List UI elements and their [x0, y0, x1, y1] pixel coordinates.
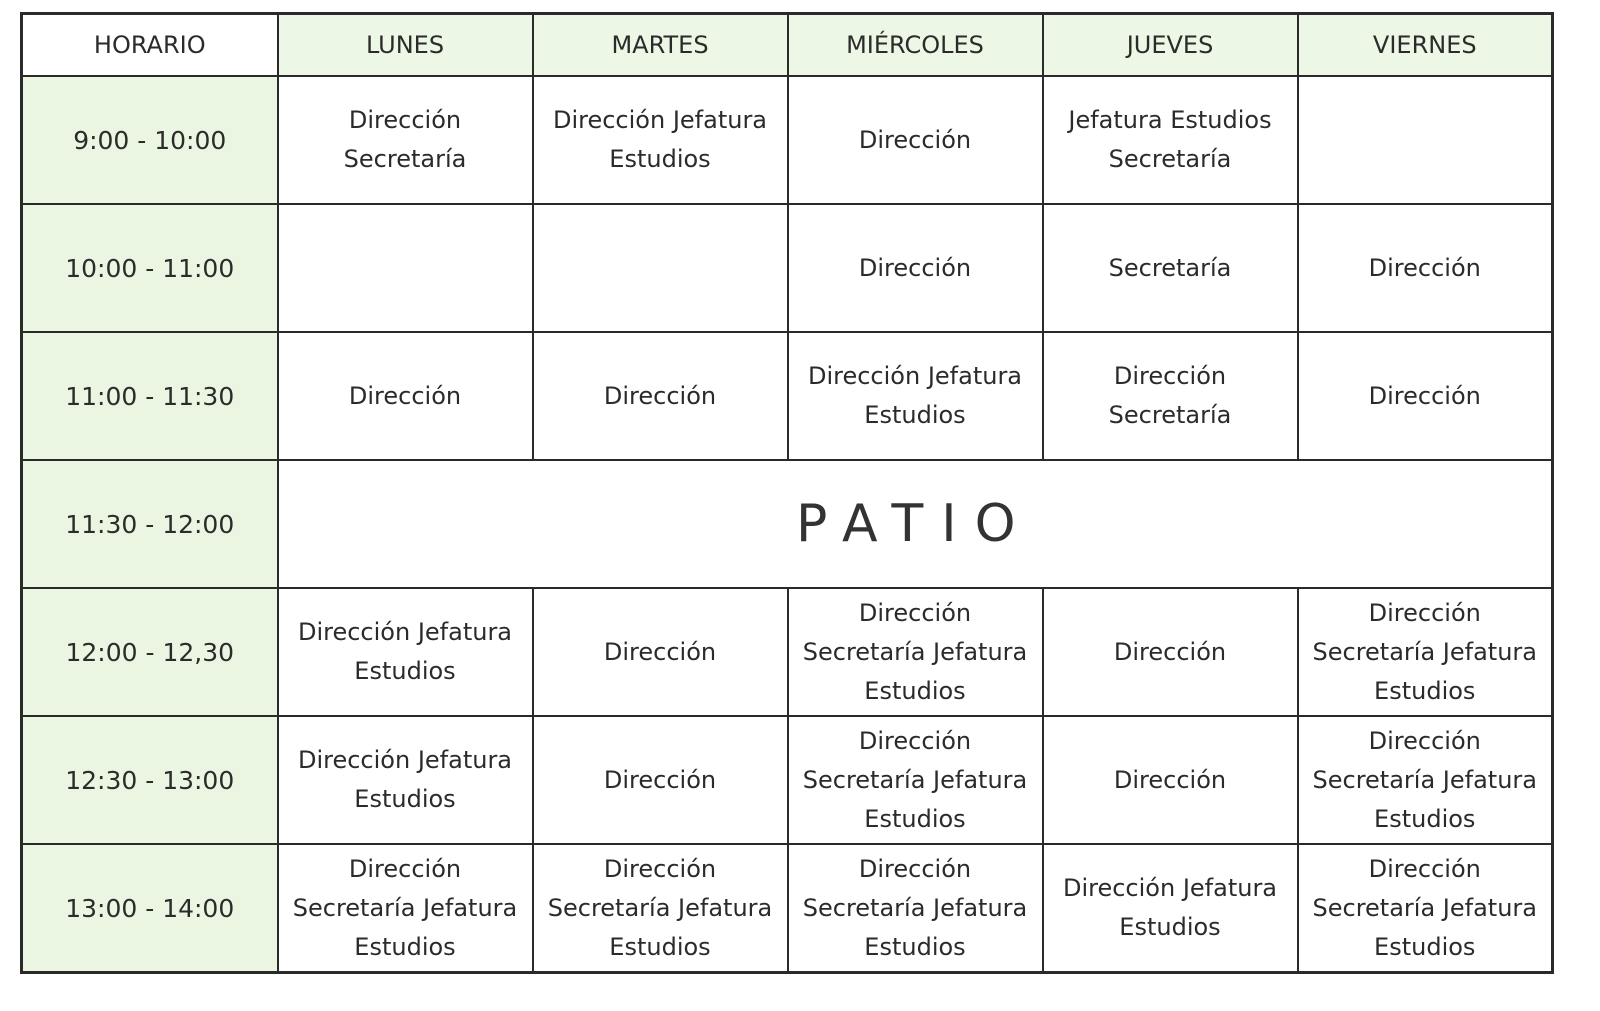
table-row — [22, 332, 1553, 460]
schedule-cell — [533, 204, 788, 332]
schedule-cell: Dirección Secretaría Jefatura Estudios — [788, 844, 1043, 972]
table-row — [22, 204, 1553, 332]
schedule-cell: Dirección Secretaría Jefatura Estudios — [788, 588, 1043, 716]
table-row-patio — [22, 460, 1553, 588]
schedule-cell: Dirección Jefatura Estudios — [533, 76, 788, 204]
patio-break-cell: PATIO — [278, 460, 1553, 588]
table-row — [22, 588, 1553, 716]
time-slot: 11:00 - 11:30 — [22, 332, 278, 460]
schedule-cell: Dirección — [533, 716, 788, 844]
table-row — [22, 716, 1553, 844]
schedule-cell: Dirección — [1298, 332, 1553, 460]
schedule-cell: Dirección Secretaría — [278, 76, 533, 204]
schedule-cell: Dirección — [788, 204, 1043, 332]
schedule-cell: Dirección Secretaría — [1043, 332, 1298, 460]
schedule-cell: Dirección — [1298, 204, 1553, 332]
schedule-cell: Dirección — [1043, 588, 1298, 716]
schedule-cell — [278, 204, 533, 332]
schedule-cell: Dirección Secretaría Jefatura Estudios — [1298, 716, 1553, 844]
time-slot: 12:30 - 13:00 — [22, 716, 278, 844]
table-row — [22, 844, 1553, 972]
schedule-cell: Dirección — [533, 332, 788, 460]
header-day-miercoles: MIÉRCOLES — [788, 14, 1043, 77]
time-slot: 10:00 - 11:00 — [22, 204, 278, 332]
schedule-cell: Dirección Secretaría Jefatura Estudios — [1298, 844, 1553, 972]
schedule-cell: Dirección Jefatura Estudios — [278, 716, 533, 844]
table-row — [22, 76, 1553, 204]
schedule-cell: Dirección Secretaría Jefatura Estudios — [1298, 588, 1553, 716]
header-day-jueves: JUEVES — [1043, 14, 1298, 77]
schedule-cell: Dirección Jefatura Estudios — [788, 332, 1043, 460]
schedule-cell: Secretaría — [1043, 204, 1298, 332]
schedule-cell: Dirección Jefatura Estudios — [278, 588, 533, 716]
time-slot: 9:00 - 10:00 — [22, 76, 278, 204]
time-slot: 13:00 - 14:00 — [22, 844, 278, 972]
schedule-cell — [1298, 76, 1553, 204]
schedule-cell: Dirección — [533, 588, 788, 716]
header-day-viernes: VIERNES — [1298, 14, 1553, 77]
time-slot: 11:30 - 12:00 — [22, 460, 278, 588]
time-slot: 12:00 - 12,30 — [22, 588, 278, 716]
schedule-cell: Dirección Jefatura Estudios — [1043, 844, 1298, 972]
schedule-cell: Dirección Secretaría Jefatura Estudios — [788, 716, 1043, 844]
schedule-cell: Dirección Secretaría Jefatura Estudios — [278, 844, 533, 972]
schedule-table — [20, 12, 1554, 974]
schedule-cell: Dirección — [788, 76, 1043, 204]
header-row — [22, 14, 1553, 77]
schedule-cell: Jefatura Estudios Secretaría — [1043, 76, 1298, 204]
schedule-cell: Dirección — [278, 332, 533, 460]
header-day-lunes: LUNES — [278, 14, 533, 77]
schedule-cell: Dirección — [1043, 716, 1298, 844]
header-horario: HORARIO — [22, 14, 278, 77]
header-day-martes: MARTES — [533, 14, 788, 77]
schedule-cell: Dirección Secretaría Jefatura Estudios — [533, 844, 788, 972]
